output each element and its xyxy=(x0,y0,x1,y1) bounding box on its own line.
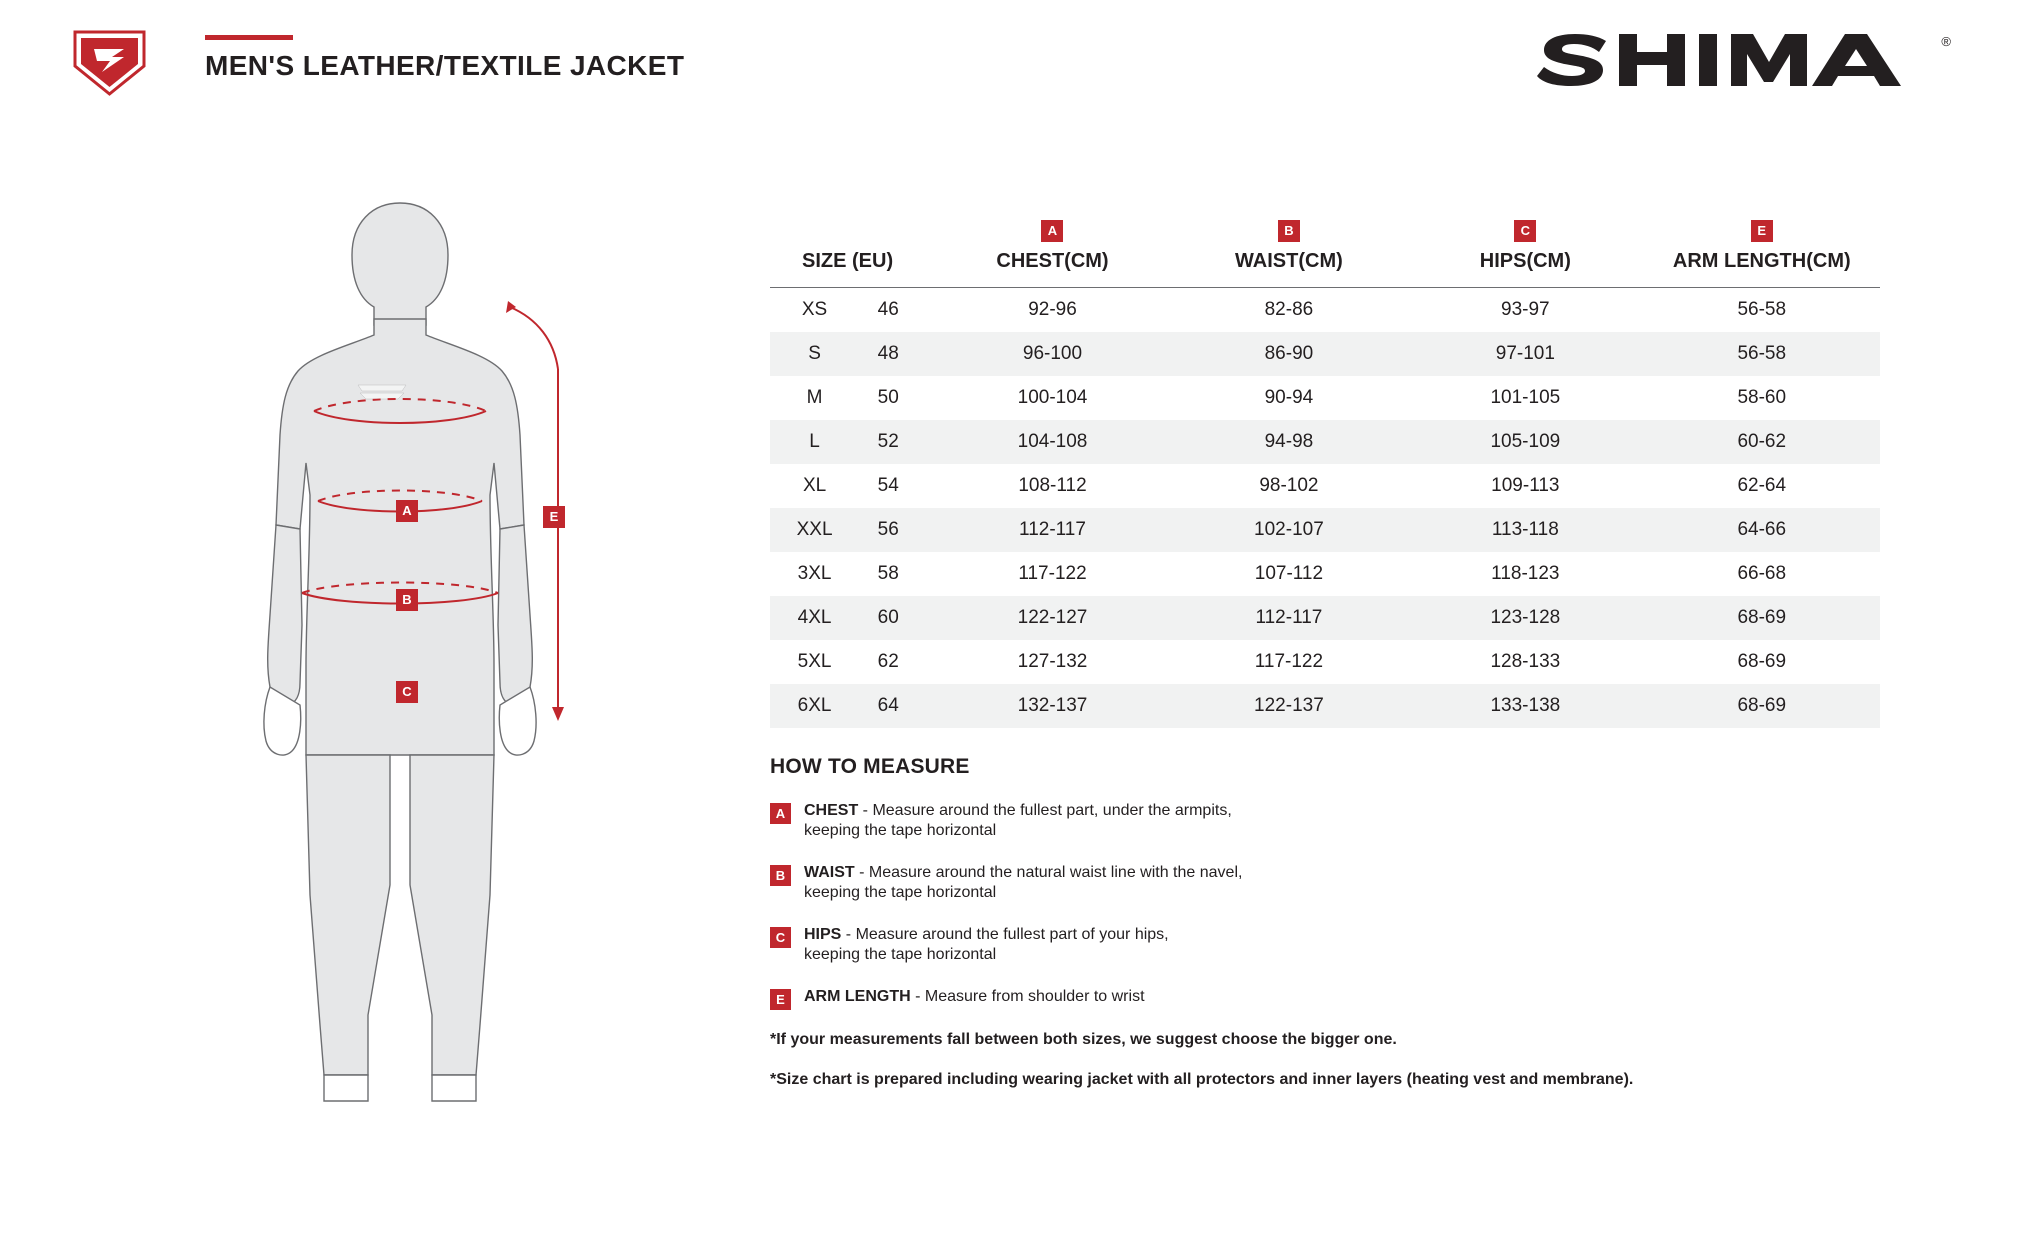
cell-hips: 109-113 xyxy=(1491,474,1560,496)
cell-waist: 102-107 xyxy=(1171,508,1407,552)
cell-waist: 122-137 xyxy=(1171,684,1407,728)
header-chest-unit: (CM) xyxy=(1064,250,1109,272)
cell-size: 3XL xyxy=(797,562,832,584)
cell-waist: 107-112 xyxy=(1254,562,1324,584)
figure-label-a: A xyxy=(396,500,418,522)
table-row xyxy=(770,552,1880,596)
table-row xyxy=(770,508,1880,552)
header-waist-badge: B xyxy=(1278,220,1300,242)
cell-size: XXL xyxy=(770,508,842,552)
cell-size: 5XL xyxy=(797,650,832,672)
cell-chest: 127-132 xyxy=(1017,650,1088,672)
how-to-measure-item xyxy=(770,801,1890,841)
body-measurement-figure xyxy=(240,195,660,1125)
cell-eu-size: 58 xyxy=(877,562,899,584)
how-to-measure-term: HIPS xyxy=(804,926,842,943)
cell-hips: 123-128 xyxy=(1407,596,1643,640)
how-to-measure-text: CHEST - Measure around the fullest part, under the armpits, xyxy=(804,802,1232,819)
cell-chest: 112-117 xyxy=(934,508,1170,552)
table-row xyxy=(770,288,1880,332)
cell-hips: 97-101 xyxy=(1407,332,1643,376)
header-hips xyxy=(1407,220,1643,288)
cell-waist: 90-94 xyxy=(1264,386,1314,408)
table-row xyxy=(770,640,1880,684)
header-arm-badge: E xyxy=(1751,220,1773,242)
table-row xyxy=(770,332,1880,376)
cell-eu-size: 46 xyxy=(877,298,899,320)
header-waist xyxy=(1171,220,1407,288)
header-chest-label: CHEST xyxy=(996,250,1065,272)
cell-waist: 112-117 xyxy=(1171,596,1407,640)
page-title: MEN'S LEATHER/TEXTILE JACKET xyxy=(205,50,685,81)
how-to-measure-text-second-line: keeping the tape horizontal xyxy=(804,946,997,963)
registered-trademark-symbol: ® xyxy=(1941,34,1951,49)
figure-label-b: B xyxy=(396,589,418,611)
header-hips-label: HIPS xyxy=(1479,250,1527,272)
cell-size: M xyxy=(806,386,823,408)
cell-arm-length: 60-62 xyxy=(1644,420,1880,464)
cell-waist: 117-122 xyxy=(1254,650,1324,672)
how-to-measure-notes xyxy=(770,1029,1890,1091)
size-table-head xyxy=(770,220,1880,288)
cell-size: XS xyxy=(801,298,828,320)
page-header xyxy=(0,0,2021,125)
cell-hips: 128-133 xyxy=(1490,650,1561,672)
how-to-measure-item xyxy=(770,863,1890,903)
how-to-measure-text: WAIST - Measure around the natural waist line with the navel, xyxy=(804,864,1243,881)
cell-arm-length: 58-60 xyxy=(1737,386,1787,408)
header-hips-badge: C xyxy=(1514,220,1536,242)
shima-shield-icon xyxy=(72,30,147,96)
header-hips-unit: (CM) xyxy=(1526,250,1571,272)
header-arm-unit: (CM) xyxy=(1806,250,1851,272)
how-to-measure-term: WAIST xyxy=(804,864,855,881)
cell-eu-size: 52 xyxy=(842,420,934,464)
cell-size: 4XL xyxy=(770,596,842,640)
how-to-measure-badge: E xyxy=(770,989,791,1010)
cell-hips: 101-105 xyxy=(1490,386,1561,408)
cell-waist: 82-86 xyxy=(1264,298,1314,320)
table-row xyxy=(770,596,1880,640)
how-to-measure-text: ARM LENGTH - Measure from shoulder to wrist xyxy=(804,988,1145,1005)
cell-waist: 86-90 xyxy=(1171,332,1407,376)
cell-eu-size: 54 xyxy=(877,474,899,496)
header-arm-length xyxy=(1644,220,1880,288)
how-to-measure-term: ARM LENGTH xyxy=(804,988,911,1005)
cell-chest: 122-127 xyxy=(934,596,1170,640)
figure-label-e: E xyxy=(543,506,565,528)
cell-eu-size: 64 xyxy=(842,684,934,728)
cell-chest: 132-137 xyxy=(934,684,1170,728)
cell-hips: 133-138 xyxy=(1407,684,1643,728)
table-row xyxy=(770,376,1880,420)
how-to-measure-text: HIPS - Measure around the fullest part of your hips, xyxy=(804,926,1169,943)
size-note: *Size chart is prepared including wearing jacket with all protectors and inner layers (heating vest and membrane). xyxy=(770,1071,1634,1088)
header-chest xyxy=(934,220,1170,288)
table-row xyxy=(770,420,1880,464)
header-chest-badge: A xyxy=(1041,220,1063,242)
size-note: *If your measurements fall between both sizes, we suggest choose the bigger one. xyxy=(770,1031,1397,1048)
header-size-label: SIZE (EU) xyxy=(802,250,894,272)
cell-eu-size: 62 xyxy=(877,650,899,672)
size-table-body xyxy=(770,288,1880,728)
cell-size: 6XL xyxy=(770,684,842,728)
cell-arm-length: 68-69 xyxy=(1644,596,1880,640)
figure-label-c: C xyxy=(396,681,418,703)
cell-waist: 94-98 xyxy=(1171,420,1407,464)
header-size xyxy=(770,220,934,288)
cell-arm-length: 68-69 xyxy=(1737,650,1787,672)
how-to-measure-text-second-line: keeping the tape horizontal xyxy=(804,822,997,839)
how-to-measure-badge: B xyxy=(770,865,791,886)
cell-size: L xyxy=(770,420,842,464)
how-to-measure-term: CHEST xyxy=(804,802,859,819)
how-to-measure-badge: C xyxy=(770,927,791,948)
cell-eu-size: 56 xyxy=(842,508,934,552)
cell-arm-length: 68-69 xyxy=(1644,684,1880,728)
cell-size: S xyxy=(770,332,842,376)
how-to-measure-badge: A xyxy=(770,803,791,824)
cell-hips: 113-118 xyxy=(1407,508,1643,552)
cell-chest: 104-108 xyxy=(934,420,1170,464)
cell-arm-length: 66-68 xyxy=(1737,562,1787,584)
cell-chest: 92-96 xyxy=(1028,298,1077,320)
cell-chest: 117-122 xyxy=(1018,562,1087,584)
cell-eu-size: 60 xyxy=(842,596,934,640)
cell-waist: 98-102 xyxy=(1259,474,1319,496)
cell-eu-size: 48 xyxy=(842,332,934,376)
title-accent-rule xyxy=(205,35,293,40)
cell-hips: 118-123 xyxy=(1491,562,1560,584)
how-to-measure-list xyxy=(770,801,1890,1007)
cell-chest: 108-112 xyxy=(1018,474,1087,496)
header-arm-label: ARM LENGTH xyxy=(1672,250,1807,272)
how-to-measure-text-second-line: keeping the tape horizontal xyxy=(804,884,997,901)
cell-size: XL xyxy=(802,474,827,496)
cell-hips: 93-97 xyxy=(1501,298,1550,320)
how-to-measure-section xyxy=(770,755,1890,1091)
header-waist-label: WAIST xyxy=(1235,250,1299,272)
header-waist-unit: (CM) xyxy=(1298,250,1343,272)
cell-arm-length: 56-58 xyxy=(1644,332,1880,376)
cell-arm-length: 56-58 xyxy=(1737,298,1787,320)
table-row xyxy=(770,464,1880,508)
cell-eu-size: 50 xyxy=(877,386,899,408)
cell-hips: 105-109 xyxy=(1407,420,1643,464)
cell-arm-length: 62-64 xyxy=(1737,474,1787,496)
table-header-row xyxy=(770,220,1880,288)
cell-arm-length: 64-66 xyxy=(1644,508,1880,552)
table-row xyxy=(770,684,1880,728)
size-table-container xyxy=(770,220,1880,728)
cell-chest: 100-104 xyxy=(1017,386,1088,408)
how-to-measure-item xyxy=(770,987,1890,1007)
how-to-measure-item xyxy=(770,925,1890,965)
cell-chest: 96-100 xyxy=(934,332,1170,376)
shima-wordmark-logo xyxy=(1529,30,1949,92)
size-table xyxy=(770,220,1880,728)
how-to-measure-heading: HOW TO MEASURE xyxy=(770,755,970,778)
